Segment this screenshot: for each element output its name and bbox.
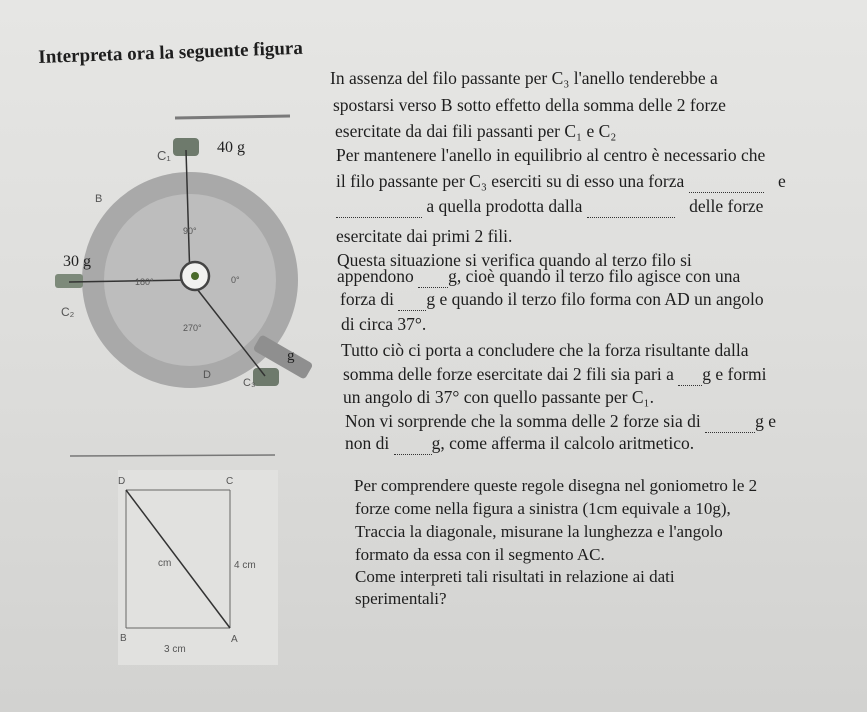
lower-pulley [253, 368, 279, 386]
p2-line-6: sperimentali? [355, 589, 447, 608]
p1-line-8: Questa situazione si verifica quando al terzo filo si [337, 250, 692, 270]
diagram-label-4cm: 4 cm [234, 560, 256, 571]
p1-line-6 [336, 196, 763, 218]
p2-line-3: Traccia la diagonale, misurane la lunghezza e l'angolo [355, 522, 723, 541]
p1-line-9b: g, cioè quando il terzo filo agisce con una [448, 266, 741, 286]
diagram-label-c: C [226, 476, 234, 487]
p1-line-12: Tutto ciò ci porta a concludere che la forza risultante dalla [341, 340, 749, 360]
label-a0: 0° [231, 275, 240, 285]
p1-line-4: Per mantenere l'anello in equilibrio al centro è necessario che [336, 145, 766, 165]
p2-line-4: formato da essa con il segmento AC. [355, 545, 605, 564]
p1-line-10b: g e quando il terzo filo forma con AD un angolo [426, 289, 764, 309]
p1-line-6b: delle forze [689, 196, 764, 216]
label-c2: C₂ [61, 305, 75, 319]
p1-line-15 [345, 411, 776, 433]
p1-line-15b: g e [755, 411, 776, 431]
p1-line-7: esercitate dai primi 2 fili. [336, 226, 513, 246]
label-c1: C₁ [157, 148, 171, 163]
p1-line-5a: il filo passante per C₃ eserciti su di esso una forza [336, 171, 685, 191]
p1-line-10a: forza di [340, 289, 394, 309]
label-a180: 180° [135, 277, 154, 287]
p1-line-6a: a quella prodotta dalla [426, 196, 583, 216]
answer-blank-7[interactable] [705, 411, 755, 433]
top-bar [175, 116, 290, 118]
p1-line-11: di circa 37°. [341, 314, 427, 334]
p2-line-5: Come interpreti tali risultati in relazione ai dati [355, 567, 675, 586]
label-d: D [203, 369, 211, 381]
force-table-illustration [55, 110, 315, 430]
p1-line-16b: g, come afferma il calcolo aritmetico. [431, 433, 695, 453]
p1-line-16a: non di [345, 433, 390, 453]
p2-line-2: forze come nella figura a sinistra (1cm equivale a 10g), [355, 499, 731, 518]
center-dot [191, 272, 199, 280]
answer-blank-5[interactable] [398, 289, 426, 311]
p1-line-9a: appendono [337, 266, 414, 286]
p1-line-14: un angolo di 37° con quello passante per C₁. [343, 387, 655, 407]
label-b: B [95, 193, 103, 205]
answer-blank-4[interactable] [418, 266, 448, 288]
label-w1: 40 g [217, 139, 245, 156]
p1-line-13b: g e formi [702, 364, 767, 384]
diagram-label-a: A [231, 634, 238, 645]
p1-line-10 [340, 289, 764, 311]
p1-line-5b: e [777, 171, 786, 191]
answer-blank-6[interactable] [678, 364, 702, 386]
diagram-label-diag: cm [158, 558, 172, 569]
p1-line-3: esercitate da dai fili passanti per C₁ e C₂ [335, 121, 617, 141]
label-a270: 270° [183, 323, 202, 333]
p1-line-15a: Non vi sorprende che la somma delle 2 forze sia di [345, 411, 701, 431]
separator-line [70, 450, 280, 462]
p2-line-1: Per comprendere queste regole disegna nel goniometro le 2 [354, 476, 758, 495]
diagram-label-d: D [118, 476, 126, 487]
p1-line-1: In assenza del filo passante per C₃ l'anello tenderebbe a [330, 68, 718, 88]
diagram-label-b: B [120, 633, 127, 644]
label-a90: 90° [183, 226, 197, 236]
label-c3: C₃ [243, 377, 256, 389]
p1-line-13 [343, 364, 766, 386]
answer-blank-2[interactable] [336, 196, 422, 218]
p1-line-5 [336, 171, 786, 193]
answer-blank-8[interactable] [394, 433, 432, 455]
left-pulley [55, 274, 83, 288]
page-title: Interpreta ora la seguente figura [38, 37, 304, 68]
p1-line-13a: somma delle forze esercitate dai 2 fili sia pari a [343, 364, 674, 384]
p1-line-16 [345, 433, 694, 455]
rectangle-diagram [118, 470, 278, 665]
diagram-label-3cm: 3 cm [164, 644, 186, 655]
answer-blank-3[interactable] [587, 196, 675, 218]
label-w3: g [287, 348, 295, 364]
label-w2: 30 g [63, 253, 91, 270]
p1-line-9 [337, 266, 740, 288]
p1-line-2: spostarsi verso B sotto effetto della somma delle 2 forze [333, 95, 726, 115]
answer-blank-1[interactable] [689, 171, 764, 193]
